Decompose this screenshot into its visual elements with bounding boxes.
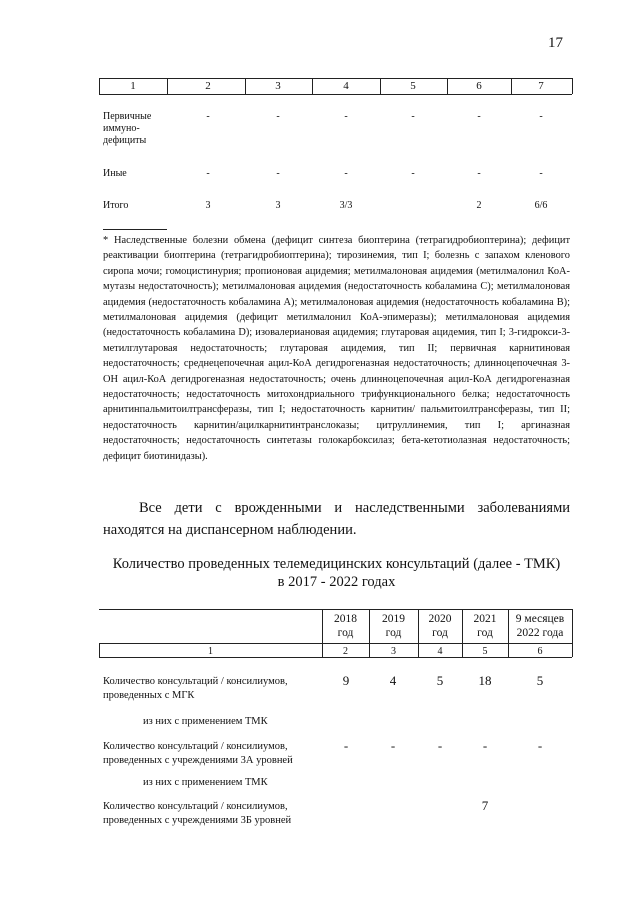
table1-vline	[245, 78, 246, 94]
label-line: дефициты	[103, 135, 147, 146]
table1-col-number: 3	[275, 80, 281, 92]
table2-header	[322, 612, 369, 640]
table2-header	[418, 612, 462, 640]
table1-cell: -	[411, 168, 415, 179]
table2-col-number: 3	[391, 646, 396, 657]
table1-cell: -	[477, 111, 481, 122]
table2-cell: -	[390, 738, 396, 753]
header-line: 2019	[382, 613, 405, 625]
table1-cell: -	[276, 111, 280, 122]
table1-col-number: 6	[476, 80, 482, 92]
label-line: иммуно-	[103, 123, 140, 134]
table2-subrow-label: из них с применением ТМК	[143, 777, 268, 788]
body-paragraph: Все дети с врожденными и наследственными заболеваниями находятся на диспансерном наблюдении.	[103, 500, 570, 538]
table2-cell: 9	[342, 673, 350, 688]
label-line: Количество консультаций / консилиумов,	[103, 801, 288, 812]
table1-col-number: 2	[205, 80, 211, 92]
table2-cell: 4	[389, 673, 397, 688]
table1-cell: -	[539, 111, 543, 122]
table2-cell: 5	[436, 673, 444, 688]
label-line: проведенных с учреждениями 3А уровней	[103, 755, 293, 766]
page-number: 17	[548, 35, 563, 51]
table1-row-label	[103, 111, 151, 147]
header-line: год	[432, 627, 448, 639]
table2-row-label	[103, 800, 291, 828]
footnote: * Наследственные болезни обмена (дефицит синтеза биоптерина (тетрагидробиоптерина); дефицит реактивации биоптерина (тетрагидробиоптерина); тирозинемия, тип I; болезнь с запахом кленового сиропа мочи; гомоцистинурия; пропионовая ацидемия; метилмалоновая ацидемия (метилмалонил КоА-мутазы недостаточность); метилмалоновая ацидемия (недостаточность кобаламина С); метилмалоновая ацидемия (недостаточность кобаламина А); метилмалоновая ацидемия (недостаточность кобаламина В); метилмалоновая ацидемия (дефицит метилмалонил КоА-эпимеразы); метилмалоновая ацидемия (недостаточность кобаламина D); изовалериановая ацидемия; глутаровая ацидемия, тип I; 3-гидрокси-3-метилглутаровая недостаточность; глутаровая ацидемия, тип II; первичная карнитиновая недостаточность; среднецепочечная ацил-КоА дегидрогеназная недостаточность; длинноцепочечная 3-ОН ацил-КоА дегидрогеназная недостаточность; очень длинноцепочечная ацил-КоА дегидрогеназная недостаточность; недостаточность митохондриального трифункционального белка; недостаточность арнитинпальмитоилтрансферазы, тип I; недостаточность карнитин/ пальмитоилтрансферазы, тип II; недостаточность карнитин/ацилкарнитинтранслоказы; цитруллинемия, тип I; аргиназная недостаточность; недостаточность синтетазы голокарбоксилаз; бета-кетотиолазная недостаточность; дефицит биотинидазы).	[103, 235, 570, 462]
table1-vline	[99, 78, 100, 94]
label-line: Количество консультаций / консилиумов,	[103, 676, 288, 687]
table1-cell: 3/3	[339, 200, 353, 211]
table1-vline	[447, 78, 448, 94]
header-line: 9 месяцев	[515, 613, 565, 625]
table1-vline	[312, 78, 313, 94]
table2-title-line: Количество проведенных телемедицинских консультаций (далее - ТМК)	[112, 556, 561, 572]
header-line: 2020	[428, 613, 452, 625]
table1-col-number: 5	[410, 80, 416, 92]
table2-title	[103, 555, 570, 591]
table2-colnum-rule	[99, 657, 572, 658]
label-line: Количество консультаций / консилиумов,	[103, 741, 288, 752]
table1-cell: -	[344, 168, 348, 179]
table1-cell: 2	[476, 200, 482, 211]
table2-col-number: 4	[437, 646, 443, 657]
table2-col-number: 5	[482, 646, 488, 657]
table1-vline	[572, 78, 573, 94]
table2-header	[462, 612, 508, 640]
table1-row-label	[103, 200, 128, 212]
label-line: проведенных с учреждениями 3Б уровней	[103, 815, 292, 826]
table2-header-rule	[99, 643, 572, 644]
table1-col-number: 1	[130, 80, 136, 92]
header-line: год	[477, 627, 493, 639]
table1-cell: -	[344, 111, 348, 122]
label-line: Иные	[103, 168, 127, 179]
label-line: проведенных с МГК	[103, 690, 195, 701]
table2-title-line: в 2017 - 2022 годах	[277, 574, 396, 590]
header-line: год	[337, 627, 354, 639]
table1-cell: -	[206, 111, 210, 122]
table2-subrow-label: из них с применением ТМК	[143, 716, 268, 727]
table2-cell: -	[537, 738, 543, 753]
table2-cell: 7	[481, 798, 489, 813]
table1-cell: -	[411, 111, 415, 122]
table2-row-label	[103, 675, 288, 703]
table2-col-number: 2	[343, 646, 348, 657]
table1-col-number: 7	[538, 80, 544, 92]
table2-top-rule	[99, 609, 572, 610]
table2-cell: -	[482, 738, 488, 753]
table2-row-label	[103, 740, 293, 768]
table2-header	[369, 612, 418, 640]
table1-vline	[380, 78, 381, 94]
table2-col-number: 1	[208, 646, 213, 657]
table1-col-number: 4	[343, 80, 349, 92]
table1-cell: -	[539, 168, 543, 179]
table1-vline	[167, 78, 168, 94]
table1-cell: -	[206, 168, 210, 179]
table2-cell: 18	[478, 673, 492, 688]
table1-cell: -	[276, 168, 280, 179]
header-line: 2018	[334, 613, 357, 625]
label-line: Итого	[103, 200, 129, 211]
header-line: 2021	[473, 613, 497, 625]
table1-header-rule	[99, 94, 572, 95]
table2-cell: -	[343, 738, 349, 753]
table2-vline	[572, 609, 573, 657]
table2-cell: 5	[536, 673, 544, 688]
table1-cell: 6/6	[534, 200, 548, 211]
table2-col-number: 6	[537, 646, 543, 657]
table1-row-label	[103, 168, 127, 180]
header-line: 2022 года	[516, 627, 564, 639]
label-line: Первичные	[103, 111, 152, 122]
table2-header	[508, 612, 572, 640]
table1-cell: -	[477, 168, 481, 179]
table2-cell: -	[437, 738, 443, 753]
table1-cell: 3	[205, 200, 211, 211]
table1-vline	[511, 78, 512, 94]
footnote-rule	[103, 229, 167, 230]
header-line: год	[385, 627, 402, 639]
table1-cell: 3	[275, 200, 281, 211]
table1-top-rule	[99, 78, 572, 79]
